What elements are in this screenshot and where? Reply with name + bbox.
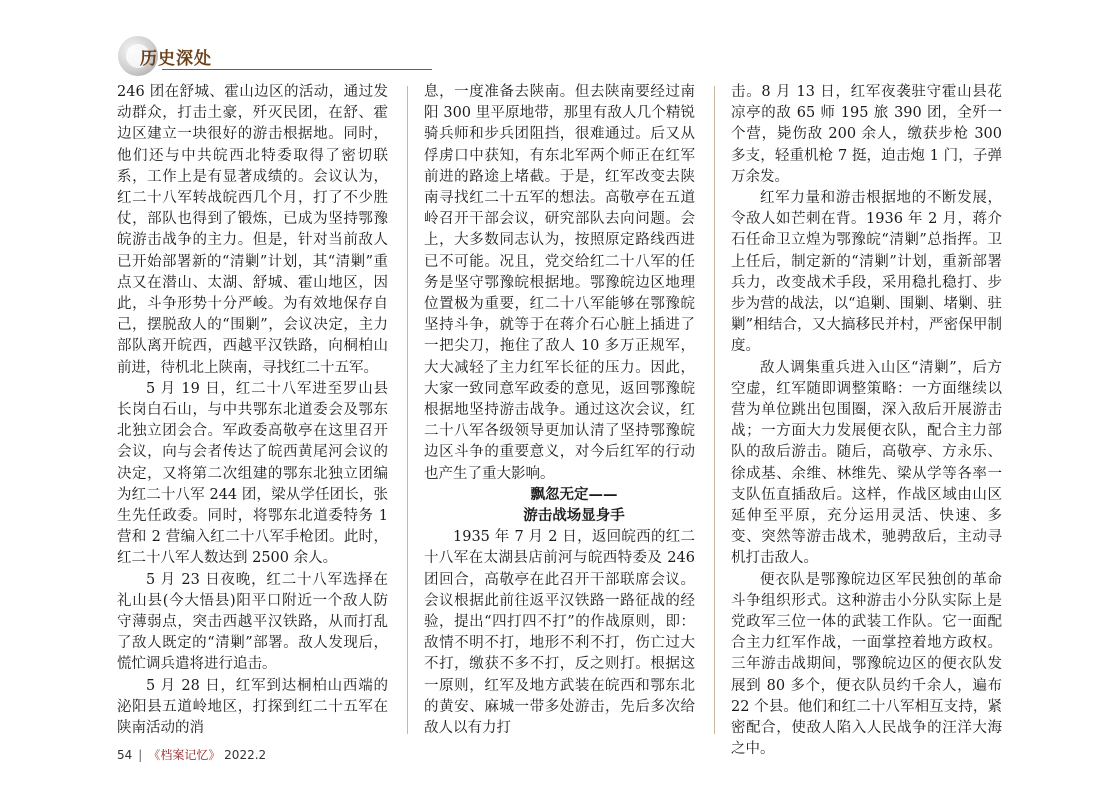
paragraph: 便衣队是鄂豫皖边区军民独创的革命斗争组织形式。这种游击小分队实际上是党政军三位一体的武装工作队。它一面配合主力红军作战，一面掌控着地方政权。三年游击战期间，鄂豫皖边区的便衣队发展到 80 多个，便衣队员约千余人，遍布 22 个县。他们和红二十八军相互支持，紧密配合，使敌人陷入人民战争的汪洋大海之中。 (731, 571, 1002, 758)
paragraph: 5 月 23 日夜晚，红二十八军选择在礼山县(今大悟县)阳平口附近一个敌人防守薄弱点，突击西越平汉铁路，从而打乱了敌人既定的“清剿”部署。敌人发现后，慌忙调兵遣将进行追击。 (117, 571, 388, 673)
paragraph: 击。8 月 13 日，红军夜袭驻守霍山县花凉亭的敌 65 师 195 旅 390 团，全歼一个营，毙伤敌 200 余人，缴获步枪 300 多支，轻重机枪 7 挺，迫击炮 1 门，子弹万余发。 (731, 84, 1002, 185)
subheading: 游击战场显身手 (523, 508, 625, 525)
section-title: 历史深处 (140, 49, 212, 69)
text-column-1 (117, 82, 388, 739)
paragraph: 红军力量和游击根据地的不断发展，令敌人如芒刺在背。1936 年 2 月，蒋介石任命卫立煌为鄂豫皖“清剿”总指挥。卫上任后，制定新的“清剿”计划，重新部署兵力，改变战术手段，采用稳扎稳打、步步为营的战法，以“追剿、围剿、堵剿、驻剿”相结合，又大搞移民并村，严密保甲制度。 (731, 190, 1002, 355)
column-divider (714, 86, 715, 734)
magazine-name: 《档案记忆》 (148, 748, 221, 762)
page-header (118, 36, 438, 76)
paragraph: 敌人调集重兵进入山区“清剿”，后方空虚，红军随即调整策略：一方面继续以营为单位跳出包围圈，深入敌后开展游击战；一方面大力发展便衣队，配合主力部队的敌后游击。随后，高敬亭、方永乐、徐成基、余维、林维先、梁从学等各率一支队伍直插敌后。这样，作战区域由山区延伸至平原，充分运用灵活、快速、多变、突然等游击战术，驰骋敌后，主动寻机打击敌人。 (731, 359, 1002, 567)
footer-separator: | (138, 748, 143, 762)
page-footer (117, 746, 266, 763)
header-rule (162, 69, 432, 70)
page-number: 54 (117, 748, 133, 762)
paragraph: 息，一度准备去陕南。但去陕南要经过南阳 300 里平原地带，那里有敌人几个精锐骑兵师和步兵团阻挡，很难通过。后又从俘虏口中获知，有东北军两个师正在红军前进的路途上堵截。于是，红军改变去陕南寻找红二十五军的想法。高敬亭在五道岭召开干部会议，研究部队去向问题。会上，大多数同志认为，按照原定路线西进已不可能。况且，党交给红二十八军的任务是坚守鄂豫皖根据地。鄂豫皖边区地理位置极为重要，红二十八军能够在鄂豫皖坚持斗争，就等于在蒋介石心脏上插进了一把尖刀，拖住了敌人 10 多万正规军，大大减轻了主力红军长征的压力。因此，大家一致同意军政委的意见，返回鄂豫皖根据地坚持游击战争。通过这次会议，红二十八军各级领导更加认清了坚持鄂豫皖边区斗争的重要意义，对今后红军的行动也产生了重大影响。 (424, 84, 695, 482)
paragraph: 5 月 28 日，红军到达桐柏山西端的泌阳县五道岭地区，打探到红二十五军在陕南活动的消 (117, 677, 388, 737)
issue-number: 2022.2 (224, 748, 267, 762)
column-divider (407, 86, 408, 734)
paragraph: 246 团在舒城、霍山边区的活动，通过发动群众，打击土豪，歼灭民团，在舒、霍边区建立一块很好的游击根据地。同时，他们还与中共皖西北特委取得了密切联系，工作上是有显著成绩的。会议认为，红二十八军转战皖西几个月，打了不少胜仗，部队也得到了锻炼，已成为坚持鄂豫皖游击战争的主力。但是，针对当前敌人已开始部署新的“清剿”计划，其“清剿”重点又在潜山、太湖、舒城、霍山地区，因此，斗争形势十分严峻。为有效地保存自己，摆脱敌人的“围剿”，会议决定，主力部队离开皖西，西越平汉铁路，向桐柏山前进，待机北上陕南，寻找红二十五军。 (117, 84, 388, 376)
subheading: 飘忽无定—— (530, 486, 618, 503)
paragraph: 5 月 19 日，红二十八军进至罗山县长岗白石山，与中共鄂东北道委会及鄂东北独立团会合。军政委高敬亭在这里召开会议，向与会者传达了皖西黄尾河会议的决定，又将第二次组建的鄂东北独立团编为红二十八军 244 团，梁从学任团长，张生先任政委。同时，将鄂东北道委特务 1 营和 2 营编入红二十八军手枪团。此时，红二十八军人数达到 2500 余人。 (117, 380, 388, 567)
text-column-3 (731, 82, 1002, 761)
paragraph: 1935 年 7 月 2 日，返回皖西的红二十八军在太湖县店前河与皖西特委及 246 团回合，高敬亭在此召开干部联席会议。会议根据此前往返平汉铁路一路征战的经验，提出“四打四不打”的作战原则，即：敌情不明不打，地形不利不打，伤亡过大不打，缴获不多不打，反之则打。根据这一原则，红军及地方武装在皖西和鄂东北的黄安、麻城一带多处游击，先后多次给敌人以有力打 (424, 529, 695, 737)
text-column-2 (424, 82, 695, 739)
